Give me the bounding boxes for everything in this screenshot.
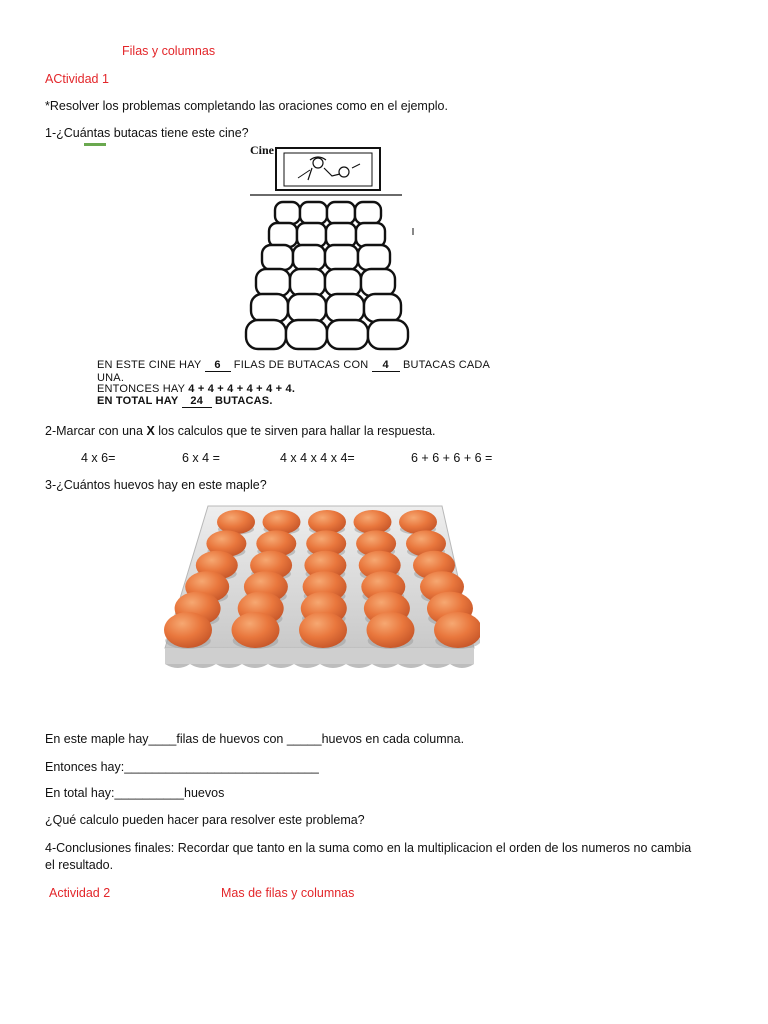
egg <box>232 612 280 648</box>
seat-row-1 <box>275 202 381 224</box>
seat-row-2 <box>269 223 385 247</box>
egg <box>367 612 415 648</box>
activity-1-heading: ACtividad 1 <box>45 72 109 86</box>
egg-tray-illustration <box>160 498 480 676</box>
egg <box>308 510 346 534</box>
cinema-line-4 <box>97 395 273 408</box>
cinema-line-4-a: EN TOTAL HAY <box>97 395 179 407</box>
egg <box>354 510 392 534</box>
cinema-rows-answer: 6 <box>205 360 231 372</box>
question-2-x: X <box>146 424 155 438</box>
egg <box>299 612 347 648</box>
egg <box>263 510 301 534</box>
egg-line-2: Entonces hay:____________________________ <box>45 760 319 774</box>
egg-question: ¿Qué calculo pueden hacer para resolver este problema? <box>45 813 365 827</box>
question-2 <box>45 424 436 438</box>
conclusion-line-2: el resultado. <box>45 858 114 872</box>
green-underline-mark <box>84 143 106 146</box>
cinema-line-3-a: ENTONCES HAY <box>97 383 185 395</box>
question-2-pre: 2-Marcar con una <box>45 424 147 438</box>
instruction-text: *Resolver los problemas completando las oraciones como en el ejemplo. <box>45 99 448 113</box>
calc-option-3: 4 x 4 x 4 x 4= <box>280 451 355 465</box>
cinema-illustration <box>240 140 420 352</box>
egg <box>217 510 255 534</box>
cinema-label: Cine <box>250 143 274 157</box>
calc-option-2: 6 x 4 = <box>182 451 220 465</box>
conclusion-line-1: 4-Conclusiones finales: Recordar que tanto en la suma como en la multiplicacion el orden de los numeros no cambia <box>45 841 692 855</box>
cinema-line-4-b: BUTACAS. <box>214 395 273 407</box>
activity-2-heading: Actividad 2 <box>49 886 111 900</box>
tray-front-edge <box>165 648 474 664</box>
seat-row-4 <box>256 269 395 296</box>
seat-rows <box>246 202 408 349</box>
activity-2-title: Mas de filas y columnas <box>221 886 355 900</box>
seat-row-5 <box>251 294 401 322</box>
cinema-line-3 <box>97 383 295 395</box>
cinema-screen <box>276 148 380 190</box>
tray-scallops <box>165 664 474 668</box>
cinema-line-1-c: BUTACAS CADA <box>402 359 491 371</box>
question-3: 3-¿Cuántos huevos hay en este maple? <box>45 478 267 492</box>
seat-row-3 <box>262 245 390 270</box>
calc-option-4: 6 + 6 + 6 + 6 = <box>411 451 493 465</box>
cinema-line-1 <box>97 359 490 372</box>
cinema-seats-answer: 4 <box>372 360 400 372</box>
seat-row-6 <box>246 320 408 349</box>
cinema-line-1-b: FILAS DE BUTACAS CON <box>233 359 369 371</box>
question-1: 1-¿Cuántas butacas tiene este cine? <box>45 126 249 140</box>
cinema-line-2: UNA. <box>97 372 125 384</box>
worksheet-title: Filas y columnas <box>122 44 216 58</box>
cinema-total-answer: 24 <box>182 396 212 408</box>
egg <box>399 510 437 534</box>
cinema-sum: 4 + 4 + 4 + 4 + 4 + 4. <box>188 383 296 395</box>
cinema-line-1-a: EN ESTE CINE HAY <box>97 359 202 371</box>
calc-option-1: 4 x 6= <box>81 451 116 465</box>
egg <box>164 612 212 648</box>
egg-line-1: En este maple hay____filas de huevos con _____huevos en cada columna. <box>45 732 465 746</box>
question-2-post: los calculos que te sirven para hallar la respuesta. <box>154 424 436 438</box>
egg <box>434 612 480 648</box>
egg-line-3: En total hay:__________huevos <box>45 786 225 800</box>
